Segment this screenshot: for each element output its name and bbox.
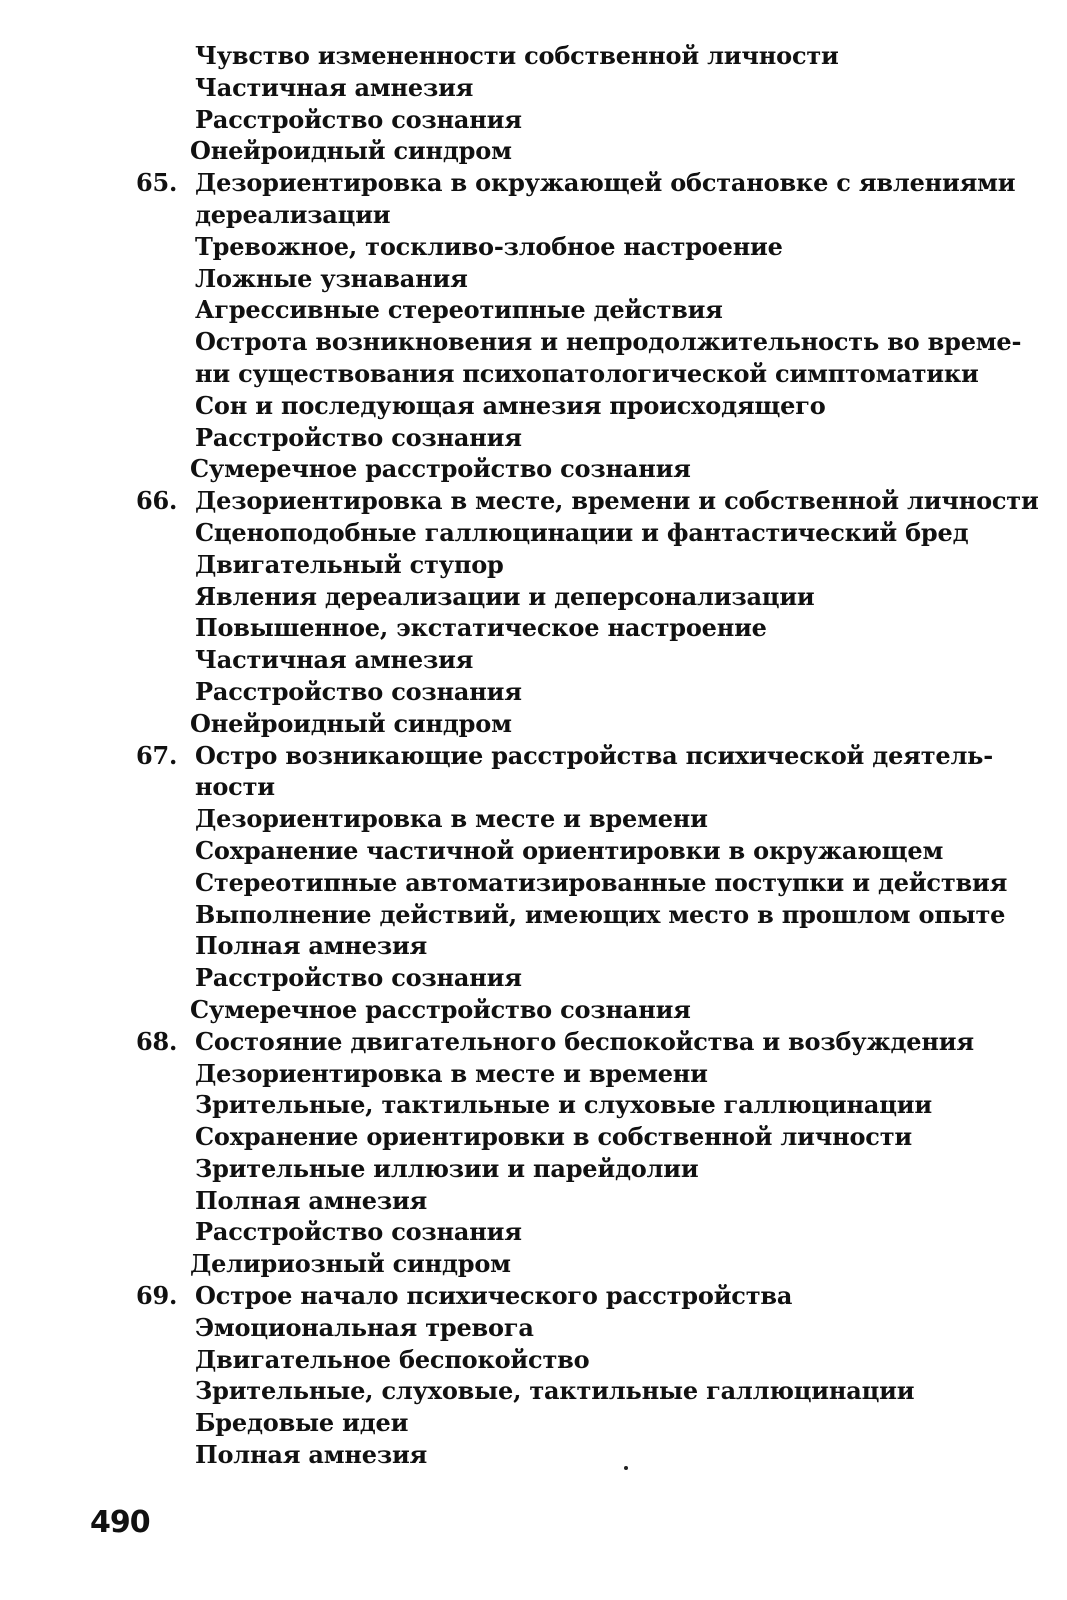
line-text: Тревожное, тоскливо-злобное настроение: [195, 231, 783, 261]
text-line: [0, 358, 1067, 390]
line-text: Онейроидный синдром: [190, 136, 512, 166]
line-text: Остро возникающие расстройства психической деятель-: [195, 740, 994, 770]
question-start-line: [0, 167, 1067, 199]
line-text: Частичная амнезия: [195, 645, 474, 675]
line-text: Двигательный ступор: [195, 549, 504, 579]
line-text: Повышенное, экстатическое настроение: [195, 613, 767, 643]
line-text: ни существования психопатологической симптоматики: [195, 358, 979, 388]
text-line: [0, 422, 1067, 454]
line-text: Ложные узнавания: [195, 263, 468, 293]
text-line: [0, 72, 1067, 104]
text-line: [0, 1375, 1067, 1407]
line-text: Агрессивные стереотипные действия: [195, 295, 723, 325]
line-text: Острое начало психического расстройства: [195, 1281, 793, 1311]
question-start-line: [0, 740, 1067, 772]
line-text: Двигательное беспокойство: [195, 1344, 590, 1374]
question-number: 68.: [136, 1026, 178, 1056]
question-number: 66.: [136, 486, 178, 516]
line-text: Выполнение действий, имеющих место в прошлом опыте: [195, 899, 1006, 929]
line-text: Сон и последующая амнезия происходящего: [195, 390, 826, 420]
line-text: Зрительные иллюзии и парейдолии: [195, 1153, 699, 1183]
question-start-line: [0, 1280, 1067, 1312]
diagnosis-line: [0, 135, 1067, 167]
print-speck: [624, 1466, 628, 1470]
line-text: Сумеречное расстройство сознания: [190, 454, 691, 484]
text-line: [0, 199, 1067, 231]
line-text: Сумеречное расстройство сознания: [190, 994, 691, 1024]
text-line: [0, 1344, 1067, 1376]
line-text: Расстройство сознания: [195, 963, 522, 993]
text-line: [0, 326, 1067, 358]
line-text: Состояние двигательного беспокойства и возбуждения: [195, 1026, 974, 1056]
line-text: Зрительные, слуховые, тактильные галлюцинации: [195, 1376, 915, 1406]
line-text: Сохранение частичной ориентировки в окружающем: [195, 835, 944, 865]
line-text: Сохранение ориентировки в собственной личности: [195, 1122, 912, 1152]
text-line: [0, 771, 1067, 803]
text-line: [0, 1216, 1067, 1248]
text-line: [0, 1439, 1067, 1471]
question-number: 67.: [136, 740, 178, 770]
line-text: Расстройство сознания: [195, 1217, 522, 1247]
text-line: [0, 1058, 1067, 1090]
text-line: [0, 1312, 1067, 1344]
text-line: [0, 1089, 1067, 1121]
line-text: Чувство измененности собственной личности: [195, 41, 839, 70]
line-text: ности: [195, 772, 275, 802]
line-text: Острота возникновения и непродолжительность во време-: [195, 327, 1022, 357]
line-text: Полная амнезия: [195, 931, 428, 961]
line-text: Стереотипные автоматизированные поступки и действия: [195, 867, 1008, 897]
text-line: [0, 962, 1067, 994]
text-line: [0, 803, 1067, 835]
diagnosis-line: [0, 708, 1067, 740]
line-text: Онейроидный синдром: [190, 708, 512, 738]
diagnosis-line: [0, 994, 1067, 1026]
text-line: [0, 644, 1067, 676]
line-text: Расстройство сознания: [195, 422, 522, 452]
text-line: [0, 867, 1067, 899]
text-line: [0, 1121, 1067, 1153]
text-line: [0, 835, 1067, 867]
text-line: [0, 581, 1067, 613]
text-line: [0, 517, 1067, 549]
text-line: [0, 930, 1067, 962]
line-text: дереализации: [195, 199, 391, 229]
line-text: Явления дереализации и деперсонализации: [195, 581, 815, 611]
line-text: Частичная амнезия: [195, 72, 474, 102]
question-start-line: [0, 1026, 1067, 1058]
question-number: 69.: [136, 1281, 178, 1311]
question-start-line: [0, 485, 1067, 517]
text-line: [0, 1153, 1067, 1185]
line-text: Сценоподобные галлюцинации и фантастический бред: [195, 517, 969, 547]
text-line: [0, 612, 1067, 644]
text-line: [0, 899, 1067, 931]
page-number: 490: [90, 1505, 150, 1540]
line-text: Дезориентировка в окружающей обстановке с явлениями: [195, 168, 1016, 198]
line-text: Расстройство сознания: [195, 104, 522, 134]
line-text: Эмоциональная тревога: [195, 1312, 534, 1342]
text-line: [0, 1407, 1067, 1439]
question-number: 65.: [136, 168, 178, 198]
text-line: [0, 294, 1067, 326]
line-text: Дезориентировка в месте и времени: [195, 1058, 708, 1088]
line-text: Полная амнезия: [195, 1185, 428, 1215]
text-line: [0, 40, 1067, 72]
text-line: [0, 104, 1067, 136]
text-line: [0, 390, 1067, 422]
diagnosis-line: [0, 1248, 1067, 1280]
line-text: Делириозный синдром: [190, 1249, 511, 1279]
diagnosis-line: [0, 453, 1067, 485]
text-line: [0, 549, 1067, 581]
text-line: [0, 263, 1067, 295]
line-text: Зрительные, тактильные и слуховые галлюцинации: [195, 1090, 932, 1120]
line-text: Полная амнезия: [195, 1440, 428, 1470]
text-line: [0, 1185, 1067, 1217]
line-text: Дезориентировка в месте и времени: [195, 804, 708, 834]
line-text: Дезориентировка в месте, времени и собственной личности: [195, 486, 1039, 516]
text-line: [0, 231, 1067, 263]
page-text: [0, 40, 1067, 1471]
line-text: Бредовые идеи: [195, 1408, 409, 1438]
text-line: [0, 676, 1067, 708]
line-text: Расстройство сознания: [195, 676, 522, 706]
